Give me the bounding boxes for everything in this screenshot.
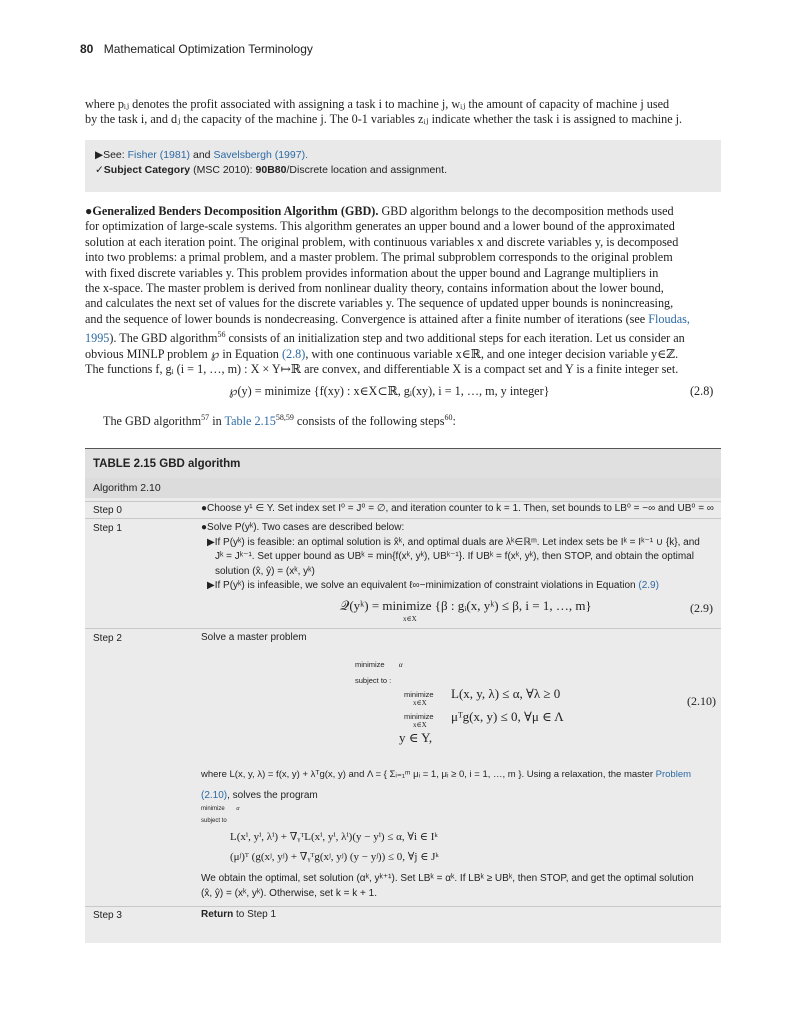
subject-line — [95, 163, 711, 178]
program-constraint-2: (μʲ)ᵀ (g(xʲ, yʲ) + ∇ᵧᵀg(xʲ, yʲ) (y − yʲ)) ≤ 0, ∀j ∈ Jᵏ — [230, 851, 439, 863]
reference-link-savelsbergh[interactable]: Savelsbergh (1997). — [213, 149, 308, 161]
step-1-line-5 — [201, 579, 719, 594]
subject-label: ✓Subject Category — [95, 164, 191, 176]
step-0-label: Step 0 — [93, 505, 122, 516]
return-word: Return — [201, 909, 234, 920]
see-prefix: ▶See: — [95, 149, 125, 161]
gbd-line-9 — [85, 327, 721, 346]
equation-2-9-under: x∈X — [403, 615, 417, 623]
step-1-line-2: ▶If P(yᵏ) is feasible: an optimal solution is x̂ᵏ, and optimal duals are λᵏ∈ℝᵐ. Let index sets be Iᵏ = Iᵏ⁻¹ ∪ {k}, and — [207, 536, 700, 548]
small-minimize-word: minimize — [201, 806, 225, 812]
gbd-line-11: The functions f, gᵢ (i = 1, …, m) : X × Y↦ℝ are convex, and differentiable X is a compact set and Y is a finite integer set. — [85, 362, 679, 377]
solves-text: , solves the program — [227, 790, 318, 801]
footnote-60[interactable]: 60 — [444, 413, 453, 422]
step-3-rest: to Step 1 — [233, 909, 277, 920]
equation-2-8-number: (2.8) — [690, 384, 714, 398]
step-1-line-4: solution (x̂, ŷ) = (xᵏ, yᵏ) — [215, 565, 315, 577]
step-3-text — [201, 908, 719, 923]
step-3-label: Step 3 — [93, 910, 122, 921]
step-2-line-1: Solve a master problem — [201, 632, 307, 643]
step-2-where-line — [201, 768, 719, 783]
footnote-56[interactable]: 56 — [217, 330, 226, 340]
gbd-line-10-a: obvious MINLP problem ℘ in Equation — [85, 346, 279, 361]
alpha-symbol: α — [398, 660, 403, 669]
equation-2-9: 𝒬(yᵏ) = minimize {β : gᵢ(x, yᵏ) ≤ β, i = 1, …, m} — [340, 598, 592, 613]
step-2-solves-line — [201, 789, 719, 804]
equation-link-2-9[interactable]: (2.9) — [638, 580, 659, 591]
master-subject-to: subject to : — [355, 676, 392, 685]
step-1-label: Step 1 — [93, 523, 122, 534]
step-2-obtain — [201, 872, 719, 901]
gbd-line-8-text: and the sequence of lower bounds is nondecreasing. Convergence is attained after a finite number of iterations (see — [85, 311, 646, 326]
running-title: Mathematical Optimization Terminology — [103, 42, 313, 56]
see-also-box — [85, 140, 721, 192]
constraint-1-op: minimize — [404, 690, 434, 699]
gbd-line-7: and calculates the next set of values for the discrete variables y. The sequence of updated upper bounds is nonincreasing, — [85, 296, 674, 311]
equation-2-8: ℘(y) = minimize {f(xy) : x∈X⊂ℝ, gᵢ(xy), i = 1, …, m, y integer} — [229, 384, 550, 398]
equation-link-2-10[interactable]: (2.10) — [201, 790, 228, 801]
intro-paragraph — [85, 97, 721, 128]
see-line — [95, 148, 711, 163]
step-1-text — [201, 521, 719, 594]
intro-line-2: by the task i, and dⱼ the capacity of the machine j. The 0-1 variables zᵢⱼ indicate whether the task i is assigned to machine j. — [85, 112, 683, 127]
equation-2-9-number: (2.9) — [690, 601, 713, 615]
steps-line-b: in — [209, 414, 225, 429]
steps-line-d: : — [452, 414, 456, 429]
table-rule — [85, 628, 721, 629]
table-rule — [85, 906, 721, 907]
table-link-2-15[interactable]: Table 2.15 — [224, 414, 276, 429]
gbd-paragraph — [85, 204, 721, 378]
see-and: and — [192, 149, 211, 161]
step-2-label: Step 2 — [93, 633, 122, 644]
step-1-line-1: ●Solve P(yᵏ). Two cases are described below: — [201, 522, 405, 533]
reference-link-1995[interactable]: 1995 — [85, 331, 110, 346]
page-number: 80 — [80, 42, 94, 56]
gbd-line-10 — [85, 347, 721, 362]
equation-link-2-8[interactable]: (2.8) — [281, 346, 306, 361]
step-1-line-3: Jᵏ = Jᵏ⁻¹. Set upper bound as UBᵏ = min{f(xᵏ, yᵏ), UBᵏ⁻¹}. If UBᵏ = f(xᵏ, yᵏ), then STOP, and obtain the optimal — [215, 551, 694, 562]
constraint-3: y ∈ Y, — [399, 730, 433, 745]
program-constraint-1: L(xⁱ, yⁱ, λⁱ) + ∇ᵧᵀL(xⁱ, yⁱ, λⁱ)(y − yⁱ) ≤ α, ∀i ∈ Iᵏ — [230, 831, 438, 843]
gbd-line-2: for optimization of large-scale systems. This algorithm generates an upper bound and a lower bound of the approximated — [85, 219, 675, 234]
problem-link[interactable]: Problem — [655, 769, 692, 780]
where-text: where L(x, y, λ) = f(x, y) + λᵀg(x, y) and Λ = { Σᵢ₌₁ᵐ μᵢ = 1, μᵢ ≥ 0, i = 1, …, m }. Using a relaxation, the master — [201, 769, 653, 780]
gbd-line-6: the x-space. The master problem is derived from nonlinear duality theory, contains information about the lower bound, — [85, 281, 664, 296]
reference-link-fisher[interactable]: Fisher (1981) — [127, 149, 191, 161]
footnote-57[interactable]: 57 — [201, 413, 210, 422]
table-title — [85, 448, 721, 478]
table-rule — [85, 518, 721, 519]
minimize-word: minimize — [355, 660, 385, 669]
constraint-2: μᵀg(x, y) ≤ 0, ∀μ ∈ Λ — [451, 709, 564, 724]
gbd-line-5: with fixed discrete variables y. This problem provides information about the upper bound and Lagrange multipliers in — [85, 265, 659, 280]
gbd-line-1-text: GBD algorithm belongs to the decomposition methods used — [381, 204, 674, 218]
master-minimize-label — [355, 660, 403, 669]
gbd-line-1 — [85, 204, 721, 219]
gbd-line-10-b: , with one continuous variable x∈ℝ, and one integer decision variable y∈ℤ. — [305, 346, 679, 361]
small-alpha: α — [236, 806, 240, 812]
steps-intro-line — [103, 413, 456, 429]
gbd-line-4: into two problems: a primal problem, and a master problem. The primal subproblem corresponds to the original problem — [85, 250, 673, 265]
reference-link-floudas[interactable]: Floudas, — [648, 311, 690, 326]
gbd-line-9-a: ). The GBD algorithm — [109, 331, 218, 346]
gbd-title: ●Generalized Benders Decomposition Algorithm (GBD). — [85, 204, 379, 218]
program-minimize — [201, 806, 240, 812]
table-title-text: TABLE 2.15 GBD algorithm — [93, 458, 241, 470]
constraint-1-under: x∈X — [413, 699, 427, 707]
program-subject-to: subject to — [201, 818, 227, 824]
running-header — [80, 42, 313, 56]
step-0-text: ●Choose y¹ ∈ Y. Set index set I⁰ = J⁰ = ∅, and iteration counter to k = 1. Then, set bounds to LB⁰ = −∞ and UB⁰ = ∞ — [201, 503, 714, 514]
algorithm-label-row: Algorithm 2.10 — [85, 478, 721, 498]
obtain-line-2: (x̂, ŷ) = (xᵏ, yᵏ). Otherwise, set k = k + 1. — [201, 887, 377, 899]
subject-code: 90B80 — [255, 164, 287, 176]
constraint-2-op: minimize — [404, 712, 434, 721]
constraint-1: L(x, y, λ) ≤ α, ∀λ ≥ 0 — [451, 686, 561, 701]
footnote-58-59[interactable]: 58,59 — [275, 413, 294, 422]
gbd-line-8 — [85, 312, 721, 327]
step-1-line-5-text: ▶If P(yᵏ) is infeasible, we solve an equivalent ℓ∞−minimization of constraint violations in Equation — [207, 580, 636, 591]
subject-msc: (MSC 2010): — [193, 164, 253, 176]
intro-line-1: where pᵢⱼ denotes the profit associated with assigning a task i to machine j, wᵢⱼ the amount of capacity of machine j used — [85, 97, 670, 111]
constraint-2-under: x∈X — [413, 721, 427, 729]
steps-line-a: The GBD algorithm — [103, 414, 202, 429]
gbd-line-3: solution at each iteration point. The original problem, with continuous variables x and discrete variables y, is decomposed — [85, 234, 679, 249]
equation-2-10-number: (2.10) — [687, 694, 716, 708]
gbd-line-9-b: consists of an initialization step and two additional steps for each iteration. Let us consider an — [225, 331, 685, 346]
steps-line-c: consists of the following steps — [293, 414, 445, 429]
subject-text: /Discrete location and assignment. — [286, 164, 447, 176]
obtain-line-1: We obtain the optimal, set solution (αᵏ, yᵏ⁺¹). Set LBᵏ = αᵏ. If LBᵏ ≥ UBᵏ, then STOP, and get the optimal solution — [201, 873, 694, 884]
